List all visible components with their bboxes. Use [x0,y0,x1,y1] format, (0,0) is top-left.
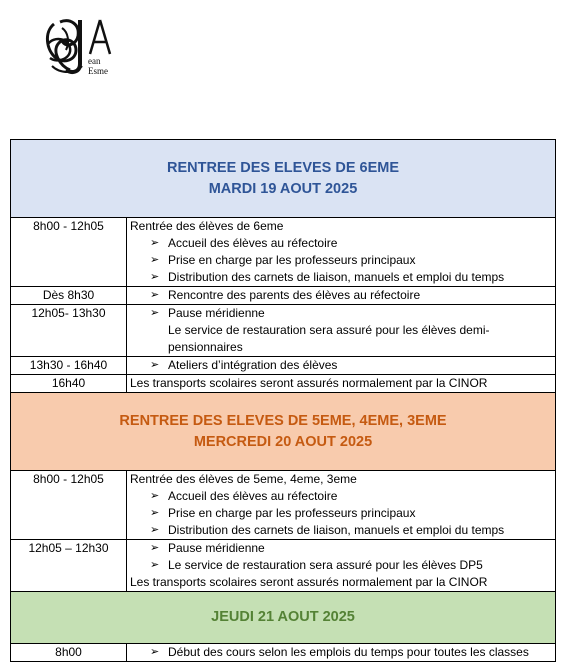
arrow-bullet-icon: ➢ [150,490,160,502]
activity-intro: Rentrée des élèves de 6eme [130,219,284,233]
section-title: JEUDI 21 AOUT 2025 [211,609,355,625]
schedule-row [11,357,556,375]
bullet-text: Accueil des élèves au réfectoire [168,236,338,250]
activity-cell [127,540,556,592]
schedule-row [11,644,556,662]
time-cell: 16h40 [11,375,127,393]
arrow-bullet-icon: ➢ [150,359,160,371]
schedule-row [11,305,556,357]
activity-cell [127,471,556,540]
time-cell: 8h00 [11,644,127,662]
bullet-continuation: pensionnaires [168,340,243,354]
arrow-bullet-icon: ➢ [150,507,160,519]
section-header [11,140,556,218]
bullet-text: Pause méridienne [168,541,265,555]
bullet-item [130,287,555,304]
bullet-text: Ateliers d’intégration des élèves [168,358,338,372]
activity-cell [127,305,556,357]
school-logo [40,14,120,78]
time-cell: 13h30 - 16h40 [11,357,127,375]
bullet-item [130,305,555,322]
arrow-bullet-icon: ➢ [150,559,160,571]
bullet-item [130,488,555,505]
bullet-text: Début des cours selon les emplois du temps pour toutes les classes [168,645,529,659]
bullet-text: Prise en charge par les professeurs principaux [168,253,416,267]
section-header-cell [11,393,556,471]
bullet-text: Accueil des élèves au réfectoire [168,489,338,503]
bullet-item [130,522,555,539]
schedule-row [11,375,556,393]
bullet-item [130,252,555,269]
activity-cell [127,375,556,393]
bullet-item [130,557,555,574]
schedule-table [10,139,556,662]
section-header [11,592,556,644]
activity-intro: Rentrée des élèves de 5eme, 4eme, 3eme [130,472,357,486]
bullet-text: Pause méridienne [168,306,265,320]
section-title: RENTREE DES ELEVES DE 6EME [166,159,400,176]
arrow-bullet-icon: ➢ [150,524,160,536]
activity-cell [127,218,556,287]
section-date: MARDI 19 AOUT 2025 [208,180,358,197]
svg-text:ean: ean [88,56,101,66]
activity-cell [127,644,556,662]
bullet-text: Prise en charge par les professeurs principaux [168,506,416,520]
arrow-bullet-icon: ➢ [150,542,160,554]
section-date: MERCREDI 20 AOUT 2025 [193,433,373,450]
activity-text: Les transports scolaires seront assurés normalement par la CINOR [130,376,488,390]
time-cell: 8h00 - 12h05 [11,218,127,287]
arrow-bullet-icon: ➢ [150,646,160,658]
schedule-row [11,287,556,305]
arrow-bullet-icon: ➢ [150,271,160,283]
bullet-continuation: Le service de restauration sera assuré pour les élèves demi- [168,323,490,337]
svg-text:Esme: Esme [88,66,108,76]
schedule-row [11,218,556,287]
bullet-text: Rencontre des parents des élèves au réfectoire [168,288,421,302]
time-cell: 12h05- 13h30 [11,305,127,357]
bullet-item [130,269,555,286]
activity-footer: Les transports scolaires seront assurés normalement par la CINOR [130,575,488,589]
time-cell: 8h00 - 12h05 [11,471,127,540]
arrow-bullet-icon: ➢ [150,237,160,249]
activity-cell [127,357,556,375]
bullet-item [130,505,555,522]
schedule-row [11,471,556,540]
activity-cell [127,287,556,305]
bullet-text: Distribution des carnets de liaison, manuels et emploi du temps [168,523,505,537]
arrow-bullet-icon: ➢ [150,289,160,301]
bullet-item [130,357,555,374]
bullet-item [130,540,555,557]
section-header [11,393,556,471]
arrow-bullet-icon: ➢ [150,307,160,319]
time-cell: 12h05 – 12h30 [11,540,127,592]
section-header-cell [11,592,556,644]
schedule-row [11,540,556,592]
time-cell: Dès 8h30 [11,287,127,305]
bullet-text: Le service de restauration sera assuré pour les élèves DP5 [168,558,483,572]
bullet-text: Distribution des carnets de liaison, manuels et emploi du temps [168,270,505,284]
section-title: RENTREE DES ELEVES DE 5EME, 4EME, 3EME [119,412,447,429]
arrow-bullet-icon: ➢ [150,254,160,266]
bullet-item [130,235,555,252]
bullet-item [130,644,555,661]
section-header-cell [11,140,556,218]
